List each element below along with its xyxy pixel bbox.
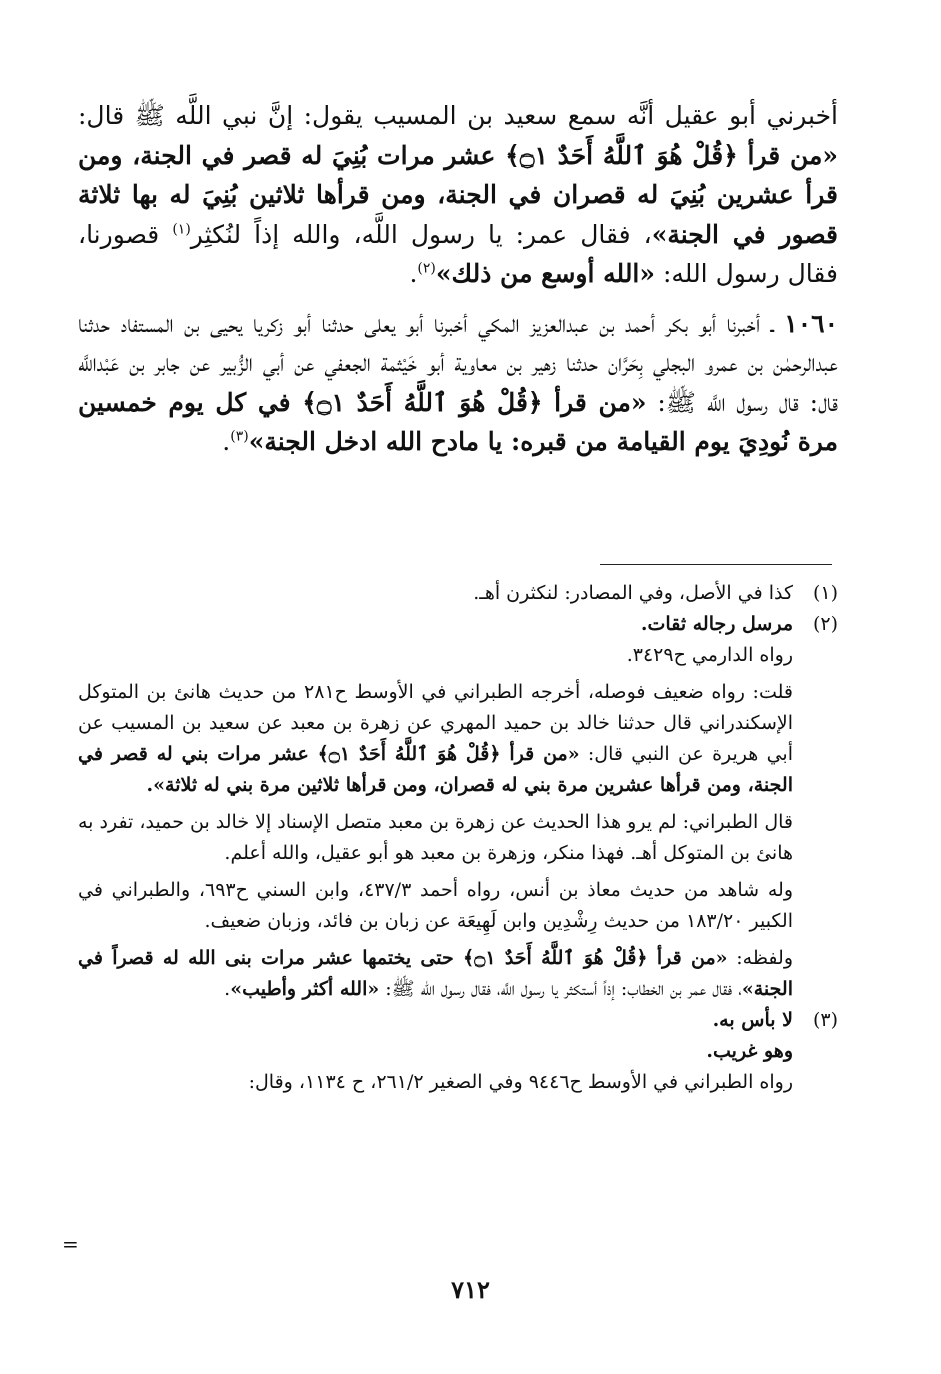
footnote-text: قلت: رواه ضعيف فوصله، أخرجه الطبراني في الأوسط ح٢٨١ من حديث هانئ بن المتوكل الإسكندراني قال حدثنا خالد بن حميد المهري عن زهرة بن معبد عن سعيد بن المسيب عن أبي هريرة عن النبي قال: — [78, 681, 793, 765]
text-segment: ، فقال عمر: يا رسول اللَّه، والله إذاً لنُكثِر — [190, 219, 652, 249]
hadith-quote: «من قرأ ﴿قُلْ هُوَ ٱللَّهُ أَحَدٌ ۝١﴾ في كل يوم خمسين مرة نُودِيَ يوم القيامة من قبره: يا مادح الله ادخل الجنة» — [78, 387, 838, 456]
hadith-quote: «من قرأ ﴿قُلْ هُوَ ٱللَّهُ أَحَدٌ ۝١﴾ عشر مرات بني له قصر في الجنة، ومن قرأها عشرين مرة بني له قصران، ومن قرأها ثلاثين مرة بني له ثلاثة». — [78, 743, 793, 796]
footnote-heading: لا بأس به. — [712, 1009, 793, 1031]
continuation-mark: = — [62, 1232, 79, 1256]
footnote-line: رواه الطبراني في الأوسط ح٩٤٤٦ وفي الصغير ٢٦١/٢، ح ١١٣٤، وقال: — [248, 1071, 793, 1093]
footnote-text: ولفظه: — [727, 947, 794, 969]
hadith-quote: «من قرأ ﴿قُلْ هُوَ ٱللَّهُ أَحَدٌ ۝١﴾ حتى يختمها عشر مرات بنى الله له قصراً في الجنة» — [78, 947, 793, 1000]
footnotes — [78, 578, 838, 1098]
footnote-separator — [600, 564, 832, 565]
footnote-number: (٣) — [812, 1009, 838, 1031]
hadith-1060 — [78, 304, 838, 462]
footnote-1 — [78, 578, 838, 609]
hadith-quote: «الله أوسع من ذلك» — [435, 259, 656, 288]
footnote-line: رواه الدارمي ح٣٤٢٩. — [626, 644, 793, 666]
footnote-block: وله شاهد من حديث معاذ بن أنس، رواه أحمد ٤٣٧/٣، وابن السني ح٦٩٣، والطبراني في الكبير ١٨٣/٢٠ من حديث رِشْدِين وابن لَهِيعَة عن زبان بن فائد، وزبان ضعيف. — [78, 879, 793, 932]
footnote-ref-3[interactable]: (٣) — [230, 428, 249, 445]
text-segment: أخبرني أبو عقيل أنَّه سمع سعيد بن المسيب يقول: إنَّ نبي اللَّه ﷺ قال: — [78, 101, 838, 130]
footnote-text: . — [224, 978, 231, 1000]
footnote-block: قال الطبراني: لم يرو هذا الحديث عن زهرة بن معبد متصل الإسناد إلا خالد بن حميد، تفرد به هانئ بن المتوكل أهـ. فهذا منكر، وزهرة بن معبد هو أبو عقيل، والله أعلم. — [77, 811, 793, 864]
footnote-block — [78, 677, 793, 801]
footnote-ref-2[interactable]: (٢) — [417, 260, 436, 277]
footnote-block — [78, 943, 793, 1005]
footnote-text: ، فقال عمر بن الخطاب: إذاً أستكثر يا رسول اللَّه، فقال رسول الله ﷺ: — [379, 978, 742, 1000]
page-number: ٧١٢ — [451, 1275, 490, 1304]
hadith-number: ١٠٦٠ — [784, 308, 838, 338]
footnote-ref-1[interactable]: (١) — [172, 221, 191, 238]
footnote-heading: وهو غريب. — [706, 1040, 793, 1062]
hadith-quote: «الله أكثر وأطيب» — [230, 978, 380, 1000]
text-segment: . — [222, 427, 231, 456]
footnote-3 — [78, 1005, 838, 1098]
footnote-number: (١) — [812, 582, 838, 604]
isnad-text: ـ أخبرنا أبو بكر أحمد بن عبدالعزيز المكي أخبرنا أبو يعلى حدثنا أبو زكريا يحيى بن المستفاد حدثنا عبدالرحمٰن بن عمرو البجلي بِحَرَّان حدثنا زهير بن معاوية أبو خَيْثمة الجعفي عن أبي الزُّبير عن جابر بن عَبْداللَّه قال: قال رسول اللَّه ﷺ: — [78, 308, 838, 417]
footnote-number: (٢) — [812, 613, 838, 635]
footnote-2 — [78, 609, 838, 1005]
paragraph-abu-aqil — [78, 96, 838, 294]
hadith-quote: «من قرأ ﴿قُلْ هُوَ ٱللَّهُ أَحَدٌ ۝١﴾ عشر مرات بُنِيَ له قصر في الجنة، ومن قرأ عشرين بُنِيَ له قصران في الجنة، ومن قرأها ثلاثين بُنِيَ له بها ثلاثة قصور في الجنة» — [78, 140, 838, 249]
footnote-heading: مرسل رجاله ثقات. — [640, 613, 793, 635]
text-segment: . — [409, 259, 418, 288]
footnote-text: كذا في الأصل، وفي المصادر: لنكثرن أهـ. — [473, 582, 793, 604]
main-text — [78, 96, 838, 462]
text-segment: قصورنا، فقال رسول الله: — [78, 219, 838, 288]
